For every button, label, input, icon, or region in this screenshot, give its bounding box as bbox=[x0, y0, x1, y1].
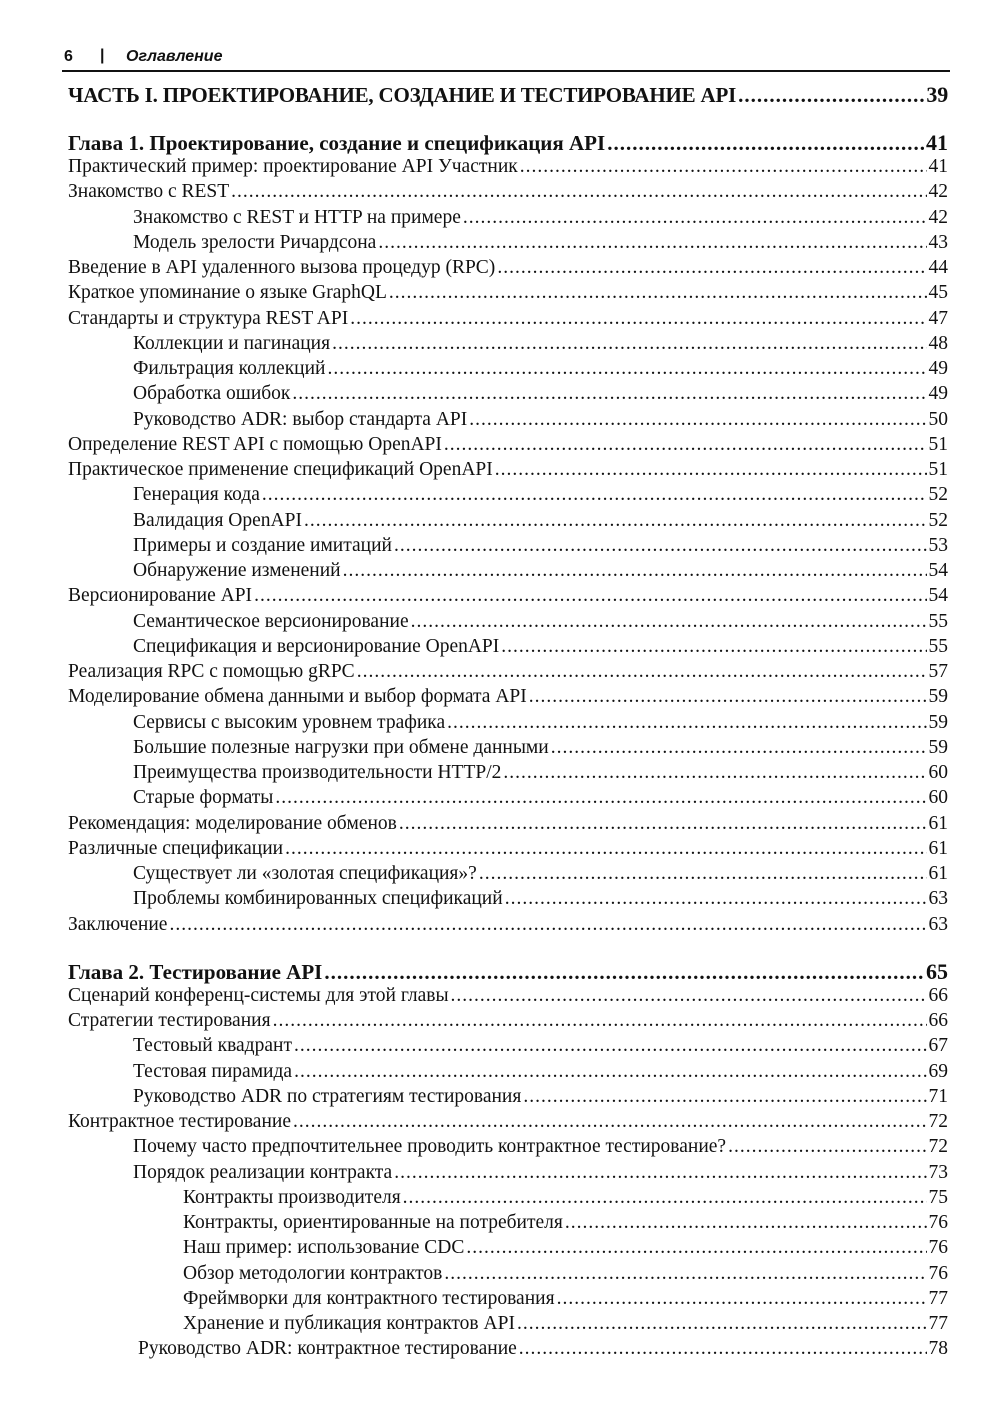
toc-entry-title: Краткое упоминание о языке GraphQL bbox=[68, 282, 387, 304]
toc-entry-page: 63 bbox=[928, 888, 948, 910]
toc-entry-page: 41 bbox=[926, 130, 948, 155]
toc-entry-page: 51 bbox=[928, 433, 948, 455]
toc-entry-title: Руководство ADR: контрактное тестирование bbox=[138, 1338, 517, 1360]
toc-entry bbox=[68, 535, 948, 560]
toc-entry-title: Старые форматы bbox=[133, 787, 274, 809]
dot-leader bbox=[505, 888, 927, 910]
toc-entry-page: 66 bbox=[928, 984, 948, 1006]
toc-entry bbox=[68, 1010, 948, 1035]
toc-chapter bbox=[68, 130, 948, 156]
dot-leader bbox=[501, 636, 926, 658]
toc-entry bbox=[68, 308, 948, 333]
toc-entry bbox=[68, 1313, 948, 1338]
table-of-contents bbox=[68, 82, 948, 1364]
running-title: Оглавление bbox=[126, 48, 223, 65]
dot-leader bbox=[444, 434, 927, 456]
toc-entry bbox=[68, 787, 948, 812]
toc-entry-page: 60 bbox=[928, 762, 948, 783]
dot-leader bbox=[327, 358, 926, 380]
toc-entry bbox=[68, 1086, 948, 1111]
toc-entry-title: Руководство ADR по стратегиям тестирования bbox=[133, 1085, 522, 1107]
toc-entry-title: Контракты, ориентированные на потребителя bbox=[183, 1212, 563, 1233]
toc-entry-page: 49 bbox=[928, 358, 948, 379]
toc-entry-page: 61 bbox=[928, 837, 948, 859]
toc-entry-page: 66 bbox=[928, 1010, 948, 1031]
dot-leader bbox=[293, 1111, 927, 1133]
toc-entry-page: 61 bbox=[928, 863, 948, 884]
toc-entry bbox=[68, 1288, 948, 1313]
toc-entry-page: 49 bbox=[928, 383, 948, 405]
toc-entry-title: Обнаружение изменений bbox=[133, 560, 341, 581]
toc-entry-title: Руководство ADR: выбор стандарта API bbox=[133, 408, 468, 430]
toc-entry-title: Различные спецификации bbox=[68, 837, 284, 859]
toc-entry-page: 71 bbox=[928, 1085, 948, 1107]
toc-entry-title: Проблемы комбинированных спецификаций bbox=[133, 888, 503, 910]
dot-leader bbox=[262, 484, 927, 506]
dot-leader bbox=[497, 257, 926, 279]
toc-entry-page: 60 bbox=[928, 787, 948, 809]
dot-leader bbox=[275, 787, 926, 809]
dot-leader bbox=[444, 1263, 926, 1285]
dot-leader bbox=[324, 960, 924, 985]
header-separator: | bbox=[100, 47, 105, 64]
toc-entry-page: 42 bbox=[928, 181, 948, 203]
toc-entry bbox=[68, 686, 948, 711]
toc-entry-title: Почему часто предпочтительнее проводить контрактное тестирование? bbox=[133, 1136, 727, 1158]
dot-leader bbox=[332, 333, 926, 355]
toc-entry-title: Заключение bbox=[68, 913, 168, 935]
dot-leader bbox=[357, 661, 927, 683]
toc-entry-page: 48 bbox=[928, 332, 948, 354]
toc-entry-title: Спецификация и версионирование OpenAPI bbox=[133, 635, 500, 657]
dot-leader bbox=[447, 712, 926, 734]
toc-entry bbox=[68, 409, 948, 434]
toc-entry-title: Модель зрелости Ричардсона bbox=[133, 231, 377, 253]
dot-leader bbox=[469, 409, 926, 431]
toc-entry-page: 65 bbox=[926, 958, 948, 984]
toc-entry bbox=[68, 484, 948, 509]
toc-entry bbox=[68, 661, 948, 686]
toc-entry-title: Хранение и публикация контрактов API bbox=[183, 1313, 515, 1334]
toc-entry-title: Рекомендация: моделирование обменов bbox=[68, 812, 397, 834]
toc-entry bbox=[68, 1035, 948, 1060]
dot-leader bbox=[551, 737, 927, 759]
toc-entry-page: 67 bbox=[928, 1035, 948, 1057]
toc-entry-page: 57 bbox=[928, 661, 948, 682]
toc-entry bbox=[68, 838, 948, 863]
toc-entry-page: 55 bbox=[928, 610, 948, 632]
toc-entry-title: Преимущества производительности HTTP/2 bbox=[133, 762, 502, 783]
toc-entry bbox=[68, 560, 948, 585]
toc-entry-title: Знакомство с REST и HTTP на примере bbox=[133, 206, 461, 228]
dot-leader bbox=[403, 1187, 927, 1209]
toc-entry-title: Глава 2. Тестирование API bbox=[68, 959, 323, 984]
toc-entry-title: Существует ли «золотая спецификация»? bbox=[133, 863, 477, 884]
toc-entry-page: 59 bbox=[928, 686, 948, 708]
toc-entry-page: 41 bbox=[928, 156, 948, 177]
toc-entry bbox=[68, 1212, 948, 1237]
toc-entry-title: Стратегии тестирования bbox=[68, 1010, 271, 1031]
toc-entry-page: 52 bbox=[928, 484, 948, 506]
toc-entry-page: 54 bbox=[928, 560, 948, 581]
toc-entry-page: 59 bbox=[928, 736, 948, 758]
running-header bbox=[62, 48, 950, 72]
toc-entry-page: 50 bbox=[928, 408, 948, 430]
dot-leader bbox=[738, 83, 924, 108]
toc-entry bbox=[68, 232, 948, 257]
toc-entry bbox=[68, 1111, 948, 1136]
toc-entry-page: 72 bbox=[928, 1136, 948, 1158]
toc-entry-page: 77 bbox=[928, 1287, 948, 1309]
toc-entry bbox=[68, 712, 948, 737]
toc-entry-title: Обработка ошибок bbox=[133, 383, 291, 405]
toc-entry-page: 61 bbox=[928, 812, 948, 834]
dot-leader bbox=[378, 232, 926, 254]
toc-entry bbox=[68, 762, 948, 787]
toc-entry-title: Введение в API удаленного вызова процедур (RPC) bbox=[68, 257, 496, 278]
toc-entry-page: 53 bbox=[928, 534, 948, 556]
toc-chapter bbox=[68, 959, 948, 985]
dot-leader bbox=[254, 585, 926, 607]
toc-entry-page: 78 bbox=[928, 1338, 948, 1360]
toc-entry-page: 69 bbox=[928, 1060, 948, 1082]
page-number: 6 bbox=[64, 48, 73, 65]
toc-entry-title: Знакомство с REST bbox=[68, 181, 230, 203]
toc-entry-title: Тестовый квадрант bbox=[133, 1035, 292, 1057]
toc-entry-title: Контрактное тестирование bbox=[68, 1111, 291, 1132]
toc-entry-page: 42 bbox=[928, 206, 948, 228]
dot-leader bbox=[479, 863, 927, 885]
toc-entry-page: 75 bbox=[928, 1186, 948, 1208]
dot-leader bbox=[394, 1162, 926, 1184]
toc-entry-page: 55 bbox=[928, 635, 948, 657]
toc-entry bbox=[68, 888, 948, 913]
dot-leader bbox=[399, 813, 927, 835]
dot-leader bbox=[607, 131, 924, 156]
toc-entry-title: Практическое применение спецификаций OpenAPI bbox=[68, 459, 493, 480]
toc-entry-title: Большие полезные нагрузки при обмене данными bbox=[133, 736, 549, 758]
toc-entry-page: 43 bbox=[928, 231, 948, 253]
toc-entry bbox=[68, 914, 948, 939]
toc-entry-title: Генерация кода bbox=[133, 484, 260, 506]
toc-entry bbox=[68, 1263, 948, 1288]
toc-entry bbox=[68, 510, 948, 535]
dot-leader bbox=[565, 1212, 927, 1234]
toc-entry bbox=[68, 1187, 948, 1212]
toc-entry bbox=[68, 611, 948, 636]
toc-entry-title: Определение REST API с помощью OpenAPI bbox=[68, 433, 442, 455]
toc-entry-page: 76 bbox=[928, 1237, 948, 1259]
toc-entry bbox=[68, 1162, 948, 1187]
toc-entry-page: 63 bbox=[928, 913, 948, 935]
toc-entry bbox=[68, 1061, 948, 1086]
toc-entry bbox=[68, 985, 948, 1010]
toc-entry-page: 72 bbox=[928, 1111, 948, 1132]
toc-entry-page: 39 bbox=[926, 82, 948, 107]
dot-leader bbox=[343, 560, 927, 582]
dot-leader bbox=[503, 762, 926, 784]
toc-entry-page: 44 bbox=[928, 257, 948, 278]
toc-entry-title: Наш пример: использование CDC bbox=[183, 1237, 465, 1259]
toc-entry-page: 76 bbox=[928, 1262, 948, 1284]
toc-entry-page: 54 bbox=[928, 585, 948, 607]
toc-entry-title: Семантическое версионирование bbox=[133, 610, 409, 632]
toc-entry bbox=[68, 737, 948, 762]
dot-leader bbox=[285, 838, 926, 860]
dot-leader bbox=[520, 156, 927, 178]
dot-leader bbox=[523, 1086, 926, 1108]
toc-entry-title: Тестовая пирамида bbox=[133, 1060, 293, 1082]
toc-entry-title: Стандарты и структура REST API bbox=[68, 307, 349, 329]
toc-entry bbox=[68, 383, 948, 408]
toc-entry-title: Фильтрация коллекций bbox=[133, 358, 326, 379]
toc-entry-page: 59 bbox=[928, 711, 948, 733]
dot-leader bbox=[294, 1061, 926, 1083]
toc-entry-page: 47 bbox=[928, 307, 948, 329]
toc-entry-title: Практический пример: проектирование API Участник bbox=[68, 156, 518, 177]
dot-leader bbox=[273, 1010, 927, 1032]
dot-leader bbox=[517, 1313, 927, 1335]
dot-leader bbox=[728, 1136, 926, 1158]
toc-entry bbox=[68, 636, 948, 661]
toc-entry-title: ЧАСТЬ I. ПРОЕКТИРОВАНИЕ, СОЗДАНИЕ И ТЕСТИРОВАНИЕ API bbox=[68, 83, 737, 107]
toc-entry bbox=[68, 358, 948, 383]
dot-leader bbox=[529, 686, 927, 708]
toc-entry-title: Сервисы с высоким уровнем трафика bbox=[133, 711, 446, 733]
toc-entry bbox=[68, 257, 948, 282]
toc-entry bbox=[68, 1338, 948, 1363]
toc-entry-title: Валидация OpenAPI bbox=[133, 509, 302, 531]
toc-entry-title: Фреймворки для контрактного тестирования bbox=[183, 1287, 555, 1309]
toc-entry bbox=[68, 813, 948, 838]
toc-entry-page: 45 bbox=[928, 282, 948, 304]
toc-entry-page: 73 bbox=[928, 1161, 948, 1183]
toc-entry-page: 76 bbox=[928, 1212, 948, 1233]
dot-leader bbox=[495, 459, 927, 481]
toc-entry bbox=[68, 282, 948, 307]
toc-entry-title: Коллекции и пагинация bbox=[133, 332, 331, 354]
toc-entry bbox=[68, 585, 948, 610]
toc-entry-title: Реализация RPC с помощью gRPC bbox=[68, 661, 355, 682]
toc-entry bbox=[68, 207, 948, 232]
toc-entry bbox=[68, 434, 948, 459]
dot-leader bbox=[231, 181, 926, 203]
toc-entry bbox=[68, 333, 948, 358]
dot-leader bbox=[451, 985, 927, 1007]
dot-leader bbox=[411, 611, 927, 633]
toc-entry-title: Контракты производителя bbox=[183, 1186, 401, 1208]
dot-leader bbox=[519, 1338, 927, 1360]
toc-entry-title: Версионирование API bbox=[68, 585, 253, 607]
toc-entry-title: Сценарий конференц-системы для этой главы bbox=[68, 984, 449, 1006]
toc-part bbox=[68, 82, 948, 130]
dot-leader bbox=[169, 914, 926, 936]
toc-entry-title: Примеры и создание имитаций bbox=[133, 534, 392, 556]
dot-leader bbox=[292, 383, 926, 405]
toc-entry-page: 77 bbox=[928, 1313, 948, 1334]
dot-leader bbox=[294, 1035, 927, 1057]
toc-entry-title: Порядок реализации контракта bbox=[133, 1161, 393, 1183]
dot-leader bbox=[394, 535, 927, 557]
dot-leader bbox=[466, 1237, 926, 1259]
toc-entry-page: 52 bbox=[928, 509, 948, 531]
dot-leader bbox=[350, 308, 926, 330]
dot-leader bbox=[304, 510, 927, 532]
toc-entry bbox=[68, 459, 948, 484]
toc-entry-title: Обзор методологии контрактов bbox=[183, 1262, 443, 1284]
toc-entry bbox=[68, 1136, 948, 1161]
toc-entry-page: 51 bbox=[928, 459, 948, 480]
dot-leader bbox=[389, 282, 927, 304]
toc-entry bbox=[68, 863, 948, 888]
toc-entry-title: Глава 1. Проектирование, создание и спецификация API bbox=[68, 131, 606, 155]
dot-leader bbox=[463, 207, 927, 229]
toc-entry bbox=[68, 181, 948, 206]
dot-leader bbox=[557, 1288, 927, 1310]
toc-entry-title: Моделирование обмена данными и выбор формата API bbox=[68, 686, 527, 708]
toc-entry bbox=[68, 156, 948, 181]
toc-entry bbox=[68, 1237, 948, 1262]
